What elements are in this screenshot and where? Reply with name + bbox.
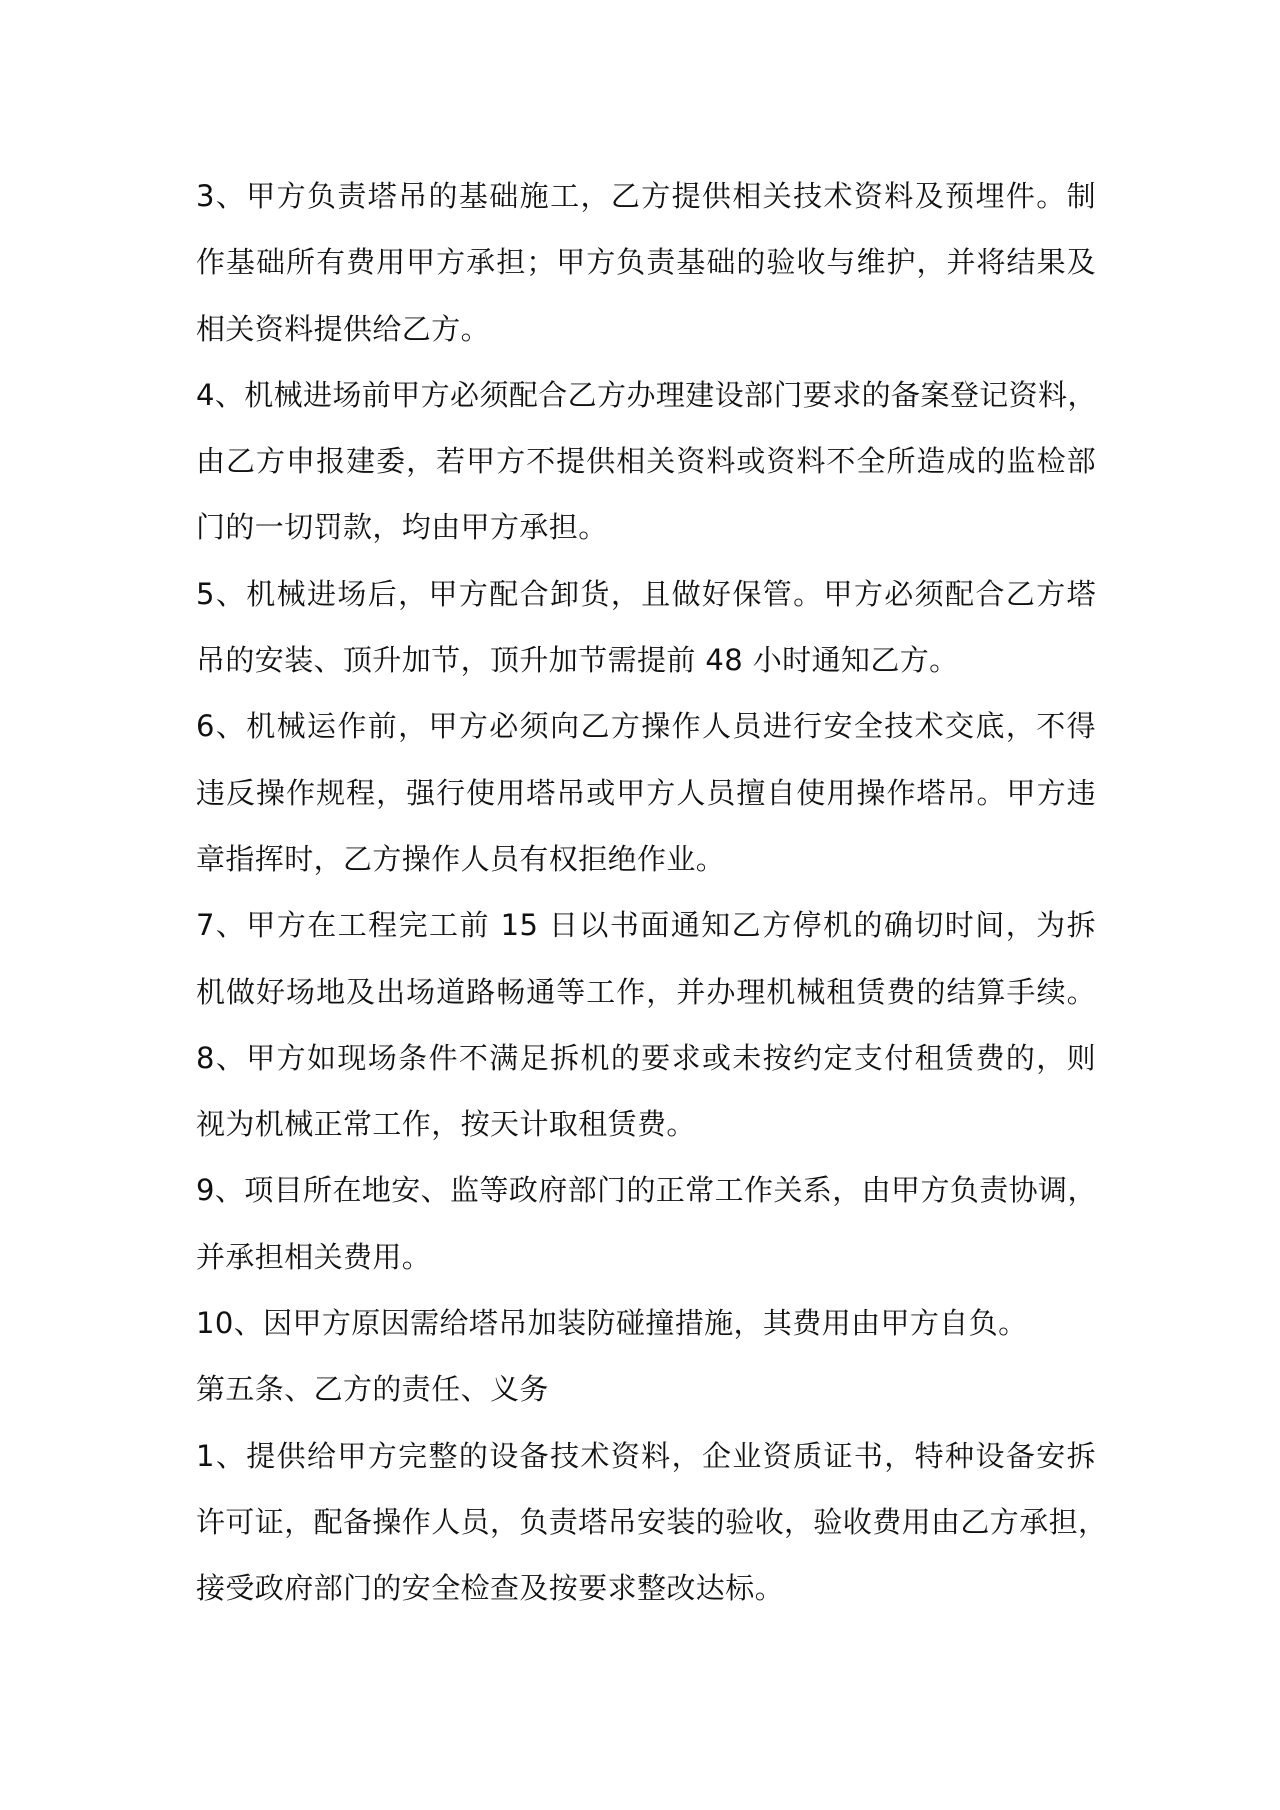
text-line: 由乙方申报建委，若甲方不提供相关资料或资料不全所造成的监检部 [196,444,1096,479]
text-line: 7、甲方在工程完工前 15 日以书面通知乙方停机的确切时间，为拆 [196,908,1096,943]
text-line: 许可证，配备操作人员，负责塔吊安装的验收，验收费用由乙方承担， [196,1504,1108,1539]
text-line: 4、机械进场前甲方必须配合乙方办理建设部门要求的备案登记资料， [196,377,1097,412]
text-line: 章指挥时，乙方操作人员有权拒绝作业。 [196,841,726,876]
text-line: 1、提供给甲方完整的设备技术资料，企业资质证书，特种设备安拆 [196,1438,1096,1473]
document-body [196,163,1108,1622]
section-heading: 第五条、乙方的责任、义务 [196,1372,549,1407]
text-line: 接受政府部门的安全检查及按要求整改达标。 [196,1571,785,1606]
text-line: 门的一切罚款，均由甲方承担。 [196,510,608,545]
text-line: 相关资料提供给乙方。 [196,311,491,346]
text-line: 视为机械正常工作，按天计取租赁费。 [196,1107,696,1142]
text-line: 违反操作规程，强行使用塔吊或甲方人员擅自使用操作塔吊。甲方违 [196,775,1096,810]
text-line: 3、甲方负责塔吊的基础施工，乙方提供相关技术资料及预埋件。制 [196,179,1096,213]
text-line: 9、项目所在地安、监等政府部门的正常工作关系，由甲方负责协调， [196,1173,1097,1208]
text-line: 5、机械进场后，甲方配合卸货，且做好保管。甲方必须配合乙方塔 [196,576,1096,611]
text-line: 作基础所有费用甲方承担；甲方负责基础的验收与维护，并将结果及 [196,245,1096,280]
text-line: 吊的安装、顶升加节，顶升加节需提前 48 小时通知乙方。 [196,643,959,678]
text-line: 并承担相关费用。 [196,1239,432,1274]
text-line: 8、甲方如现场条件不满足拆机的要求或未按约定支付租赁费的，则 [196,1040,1096,1075]
text-line: 10、因甲方原因需给塔吊加装防碰撞措施，其费用由甲方自负。 [196,1306,1028,1341]
text-line: 6、机械运作前，甲方必须向乙方操作人员进行安全技术交底，不得 [196,709,1096,744]
text-line: 机做好场地及出场道路畅通等工作，并办理机械租赁费的结算手续。 [196,974,1096,1009]
